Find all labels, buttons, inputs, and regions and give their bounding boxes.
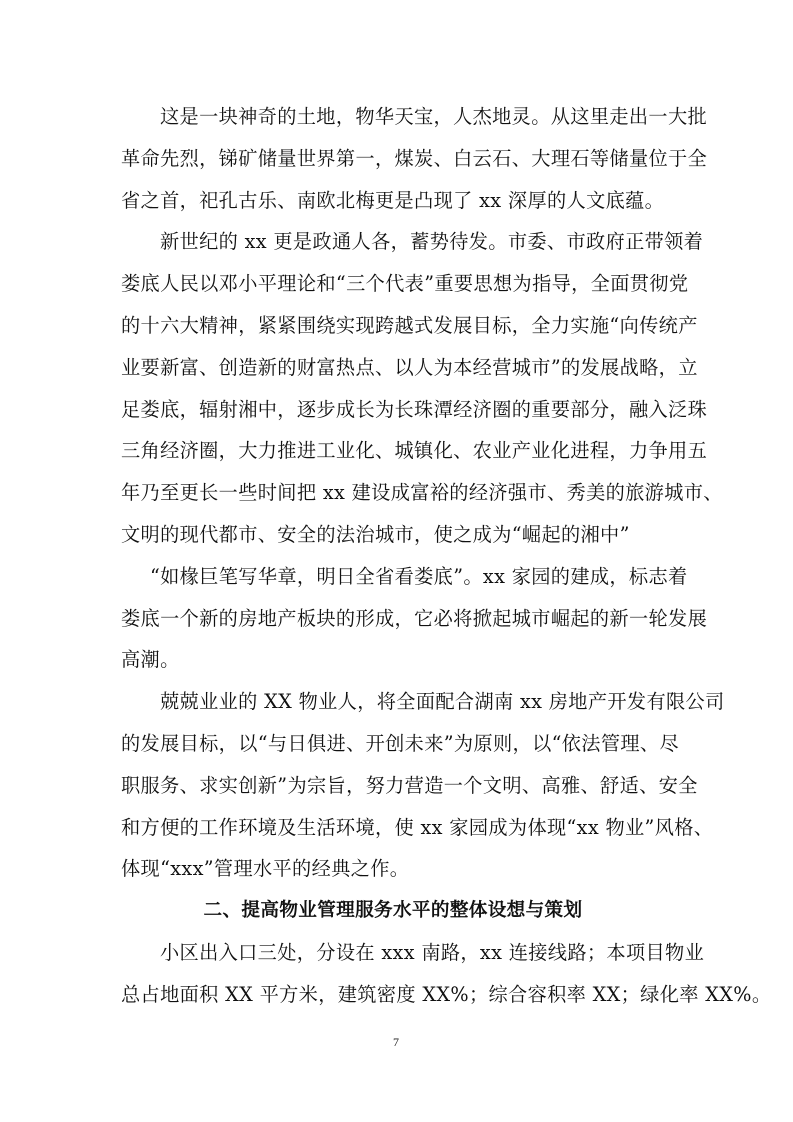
- paragraph-3: [121, 556, 708, 681]
- document-body: [121, 96, 772, 1016]
- text-line: 体现“xxx”管理水平的经典之作。: [121, 857, 410, 881]
- text-line: 和方便的工作环境及生活环境，使 xx 家园成为体现“xx 物业”风格、: [121, 815, 714, 839]
- text-line: 娄底人民以邓小平理论和“三个代表”重要思想为指导，全面贯彻党: [121, 272, 689, 296]
- text-line: “如椽巨笔写华章，明日全省看娄底”。xx 家园的建成，标志着: [150, 564, 688, 588]
- text-line: 新世纪的 xx 更是政通人各，蓄势待发。市委、市政府正带领着: [160, 230, 704, 254]
- text-line: 年乃至更长一些时间把 xx 建设成富裕的经济强市、秀美的旅游城市、: [121, 481, 723, 505]
- text-line: 总占地面积 XX 平方米，建筑密度 XX%；综合容积率 XX；绿化率 XX%。: [121, 982, 772, 1006]
- text-line: 革命先烈，锑矿储量世界第一，煤炭、白云石、大理石等储量位于全: [121, 146, 708, 170]
- text-line: 的发展目标，以“与日俱进、开创未来”为原则，以“依法管理、尽: [121, 731, 679, 755]
- text-line: 文明的现代都市、安全的法治城市，使之成为“崛起的湘中”: [121, 522, 630, 546]
- paragraph-2: [121, 221, 723, 555]
- text-line: 三角经济圈，大力推进工业化、城镇化、农业产业化进程，力争用五: [121, 439, 708, 463]
- paragraph-4: [121, 681, 725, 890]
- text-line: 的十六大精神，紧紧围绕实现跨越式发展目标，全力实施“向传统产: [121, 313, 698, 337]
- text-line: 兢兢业业的 XX 物业人，将全面配合湖南 xx 房地产开发有限公司: [160, 690, 725, 714]
- text-line: 这是一块神奇的土地，物华天宝，人杰地灵。从这里走出一大批: [160, 105, 708, 128]
- paragraph-1: [121, 96, 708, 221]
- text-line: 小区出入口三处，分设在 xxx 南路，xx 连接线路；本项目物业: [160, 940, 705, 964]
- text-line: 业要新富、创造新的财富热点、以人为本经营城市”的发展战略，立: [121, 355, 698, 379]
- section-heading: [121, 890, 677, 932]
- text-line: 足娄底，辐射湘中，逐步成长为长珠潭经济圈的重要部分，融入泛珠: [121, 397, 708, 421]
- heading-text: 二、提高物业管理服务水平的整体设想与策划: [203, 900, 583, 922]
- text-line: 职服务、求实创新”为宗旨，努力营造一个文明、高雅、舒适、安全: [121, 773, 698, 797]
- paragraph-5: [121, 932, 772, 1016]
- text-line: 高潮。: [121, 648, 180, 672]
- text-line: 娄底一个新的房地产板块的形成，它必将掀起城市崛起的新一轮发展: [121, 606, 708, 630]
- page-number: 7: [393, 1035, 399, 1049]
- text-line: 省之首，祀孔古乐、南欧北梅更是凸现了 xx 深厚的人文底蕴。: [121, 188, 665, 212]
